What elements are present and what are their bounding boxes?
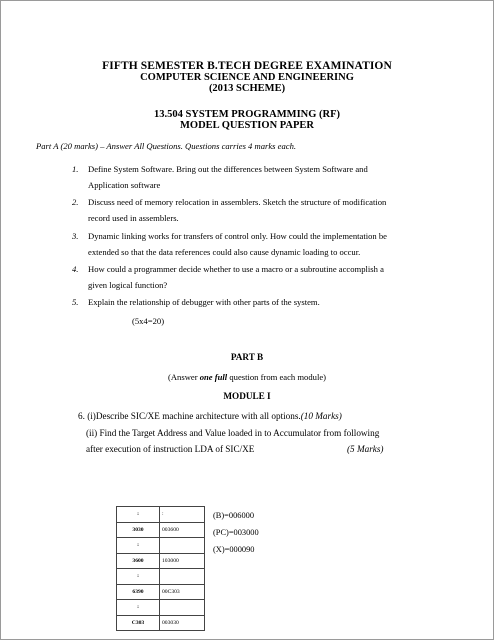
question-number: 1. (72, 164, 79, 174)
table-row (117, 600, 205, 616)
value-cell: 003600 (160, 522, 205, 538)
address-cell: : (117, 600, 160, 616)
part-b-title: PART B (230, 352, 264, 362)
question-text: Dynamic linking works for transfers of control only. How could the implementation be (88, 231, 387, 241)
instruction-suffix: question from each module) (227, 372, 327, 382)
table-row (117, 553, 205, 569)
question-marks: (10 Marks) (300, 411, 342, 421)
department-title: COMPUTER SCIENCE AND ENGINEERING (140, 72, 354, 83)
address-cell: C303 (117, 615, 160, 631)
value-cell: 003030 (160, 615, 205, 631)
table-row (117, 615, 205, 631)
question-6-part-2-cont: after execution of instruction LDA of SIC/XE (86, 444, 255, 454)
register-b: (B)=006000 (213, 511, 255, 520)
instruction-emphasis: one full (199, 372, 228, 382)
part-b-instruction (0, 372, 494, 382)
question-number: 2. (72, 197, 79, 207)
question-text: 6. (i)Describe SIC/XE machine architecture with all options. (78, 411, 301, 421)
paper-title: MODEL QUESTION PAPER (180, 120, 314, 131)
address-cell: 6390 (117, 584, 160, 600)
question-number: 3. (72, 231, 79, 241)
register-pc: (PC)=003000 (213, 528, 259, 537)
exam-title: FIFTH SEMESTER B.TECH DEGREE EXAMINATION (102, 60, 392, 72)
address-cell: : (117, 538, 160, 554)
value-cell: 00C303 (160, 584, 205, 600)
value-cell (160, 600, 205, 616)
value-cell: 103000 (160, 553, 205, 569)
module-title: MODULE I (223, 391, 271, 401)
course-title: 13.504 SYSTEM PROGRAMMING (RF) (153, 109, 341, 120)
instruction-prefix: (Answer (167, 372, 200, 382)
address-cell: 3030 (117, 522, 160, 538)
address-cell: 3600 (117, 553, 160, 569)
address-cell: : (117, 569, 160, 585)
question-text: Define System Software. Bring out the differences between System Software and (88, 164, 368, 174)
question-number: 4. (72, 264, 79, 274)
part-a-marks: (5x4=20) (132, 316, 165, 326)
table-row (117, 538, 205, 554)
question-text: record used in assemblers. (88, 213, 179, 223)
question-number: 5. (72, 297, 79, 307)
question-6-part-2: (ii) Find the Target Address and Value loaded in to Accumulator from following (86, 428, 380, 438)
part-a-instruction: Part A (20 marks) – Answer All Questions. Questions carries 4 marks each. (36, 141, 297, 151)
table-row (117, 569, 205, 585)
address-cell: : (117, 507, 160, 523)
question-6-part-2-marks: (5 Marks) (347, 444, 384, 454)
memory-table (116, 506, 205, 631)
question-text: Explain the relationship of debugger with other parts of the system. (88, 297, 320, 307)
question-text: Discuss need of memory relocation in assemblers. Sketch the structure of modification (88, 197, 387, 207)
question-text: Application software (88, 180, 161, 190)
register-x: (X)=000090 (213, 545, 255, 554)
table-row (117, 584, 205, 600)
table-row (117, 522, 205, 538)
scheme-title: (2013 SCHEME) (208, 83, 286, 94)
value-cell (160, 569, 205, 585)
question-6-part-1 (78, 411, 342, 421)
question-text: extended so that the data references could also cause dynamic loading to occur. (88, 247, 361, 257)
value-cell (160, 538, 205, 554)
question-text: given logical function? (88, 280, 168, 290)
value-cell: : (160, 507, 205, 523)
question-text: How could a programmer decide whether to use a macro or a subroutine accomplish a (88, 264, 384, 274)
table-row (117, 507, 205, 523)
